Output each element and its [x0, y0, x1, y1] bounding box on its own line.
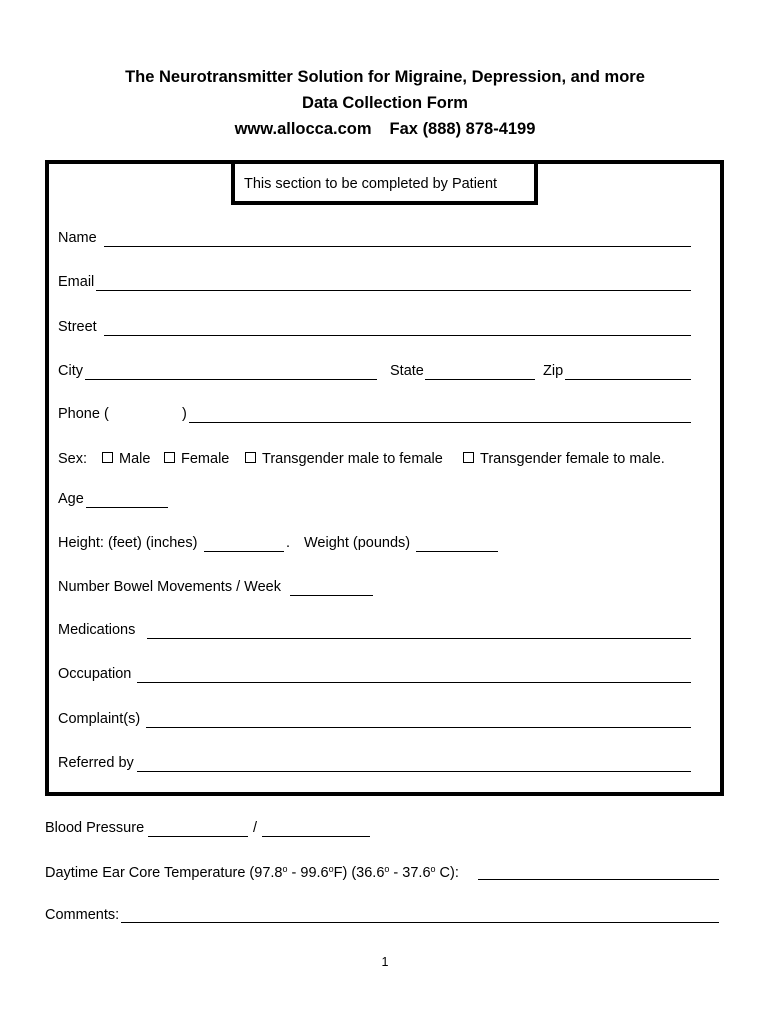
state-field[interactable]: [425, 379, 535, 380]
height-label: Height: (feet) (inches): [58, 535, 198, 551]
city-label: City: [58, 363, 83, 379]
age-label: Age: [58, 491, 84, 507]
bowel-label: Number Bowel Movements / Week: [58, 579, 281, 595]
city-field[interactable]: [85, 379, 377, 380]
checkbox-icon[interactable]: [102, 452, 113, 463]
form-title: The Neurotransmitter Solution for Migraine, Depression, and more: [125, 68, 645, 86]
phone-paren: ): [182, 406, 187, 422]
name-field[interactable]: [104, 246, 691, 247]
weight-label: Weight (pounds): [304, 535, 411, 551]
referred-by-field[interactable]: [137, 771, 691, 772]
patient-section-label: This section to be completed by Patient: [231, 160, 538, 205]
occupation-field[interactable]: [137, 682, 691, 683]
website-link[interactable]: www.allocca.com: [234, 120, 372, 138]
form-subtitle: Data Collection Form: [302, 94, 468, 112]
medications-label: Medications: [58, 622, 136, 638]
degree-symbol: o: [282, 864, 288, 874]
sex-option-male[interactable]: Male: [102, 451, 150, 467]
medications-field[interactable]: [147, 638, 691, 639]
sex-option-trans-mtf[interactable]: Transgender male to female: [245, 451, 443, 467]
weight-field[interactable]: [416, 551, 498, 552]
height-dot: .: [286, 535, 291, 551]
checkbox-icon[interactable]: [463, 452, 474, 463]
street-label: Street: [58, 319, 97, 335]
sex-option-female[interactable]: Female: [164, 451, 229, 467]
bp-slash: /: [253, 820, 258, 836]
phone-label: Phone (: [58, 406, 109, 422]
height-field[interactable]: [204, 551, 284, 552]
contact-line: [0, 116, 770, 142]
form-header: [0, 64, 770, 142]
comments-field[interactable]: [121, 922, 719, 923]
temperature-field[interactable]: [478, 879, 719, 880]
temperature-label: Daytime Ear Core Temperature (97.8$^o$ - 99.6$^o$F) (36.6$^o$ - 37.6$^o$ C):: [45, 864, 459, 881]
age-field[interactable]: [86, 507, 168, 508]
bowel-field[interactable]: [290, 595, 373, 596]
degree-symbol: o: [430, 864, 436, 874]
state-label: State: [390, 363, 424, 379]
zip-field[interactable]: [565, 379, 691, 380]
phone-field[interactable]: [189, 422, 691, 423]
checkbox-icon[interactable]: [164, 452, 175, 463]
email-label: Email: [58, 274, 95, 290]
comments-label: Comments:: [45, 907, 120, 923]
occupation-label: Occupation: [58, 666, 132, 682]
sex-option-trans-ftm[interactable]: Transgender female to male.: [463, 451, 665, 467]
street-field[interactable]: [104, 335, 691, 336]
blood-pressure-label: Blood Pressure: [45, 820, 145, 836]
degree-symbol: o: [328, 864, 334, 874]
bp-systolic-field[interactable]: [148, 836, 248, 837]
complaints-label: Complaint(s): [58, 711, 141, 727]
bp-diastolic-field[interactable]: [262, 836, 370, 837]
sex-label: Sex:: [58, 451, 88, 467]
name-label: Name: [58, 230, 97, 246]
email-field[interactable]: [96, 290, 691, 291]
checkbox-icon[interactable]: [245, 452, 256, 463]
patient-section-box: [45, 160, 724, 796]
page-number: 1: [381, 955, 389, 969]
degree-symbol: o: [384, 864, 390, 874]
fax-number: Fax (888) 878-4199: [389, 120, 536, 138]
zip-label: Zip: [543, 363, 564, 379]
complaints-field[interactable]: [146, 727, 691, 728]
referred-by-label: Referred by: [58, 755, 134, 771]
